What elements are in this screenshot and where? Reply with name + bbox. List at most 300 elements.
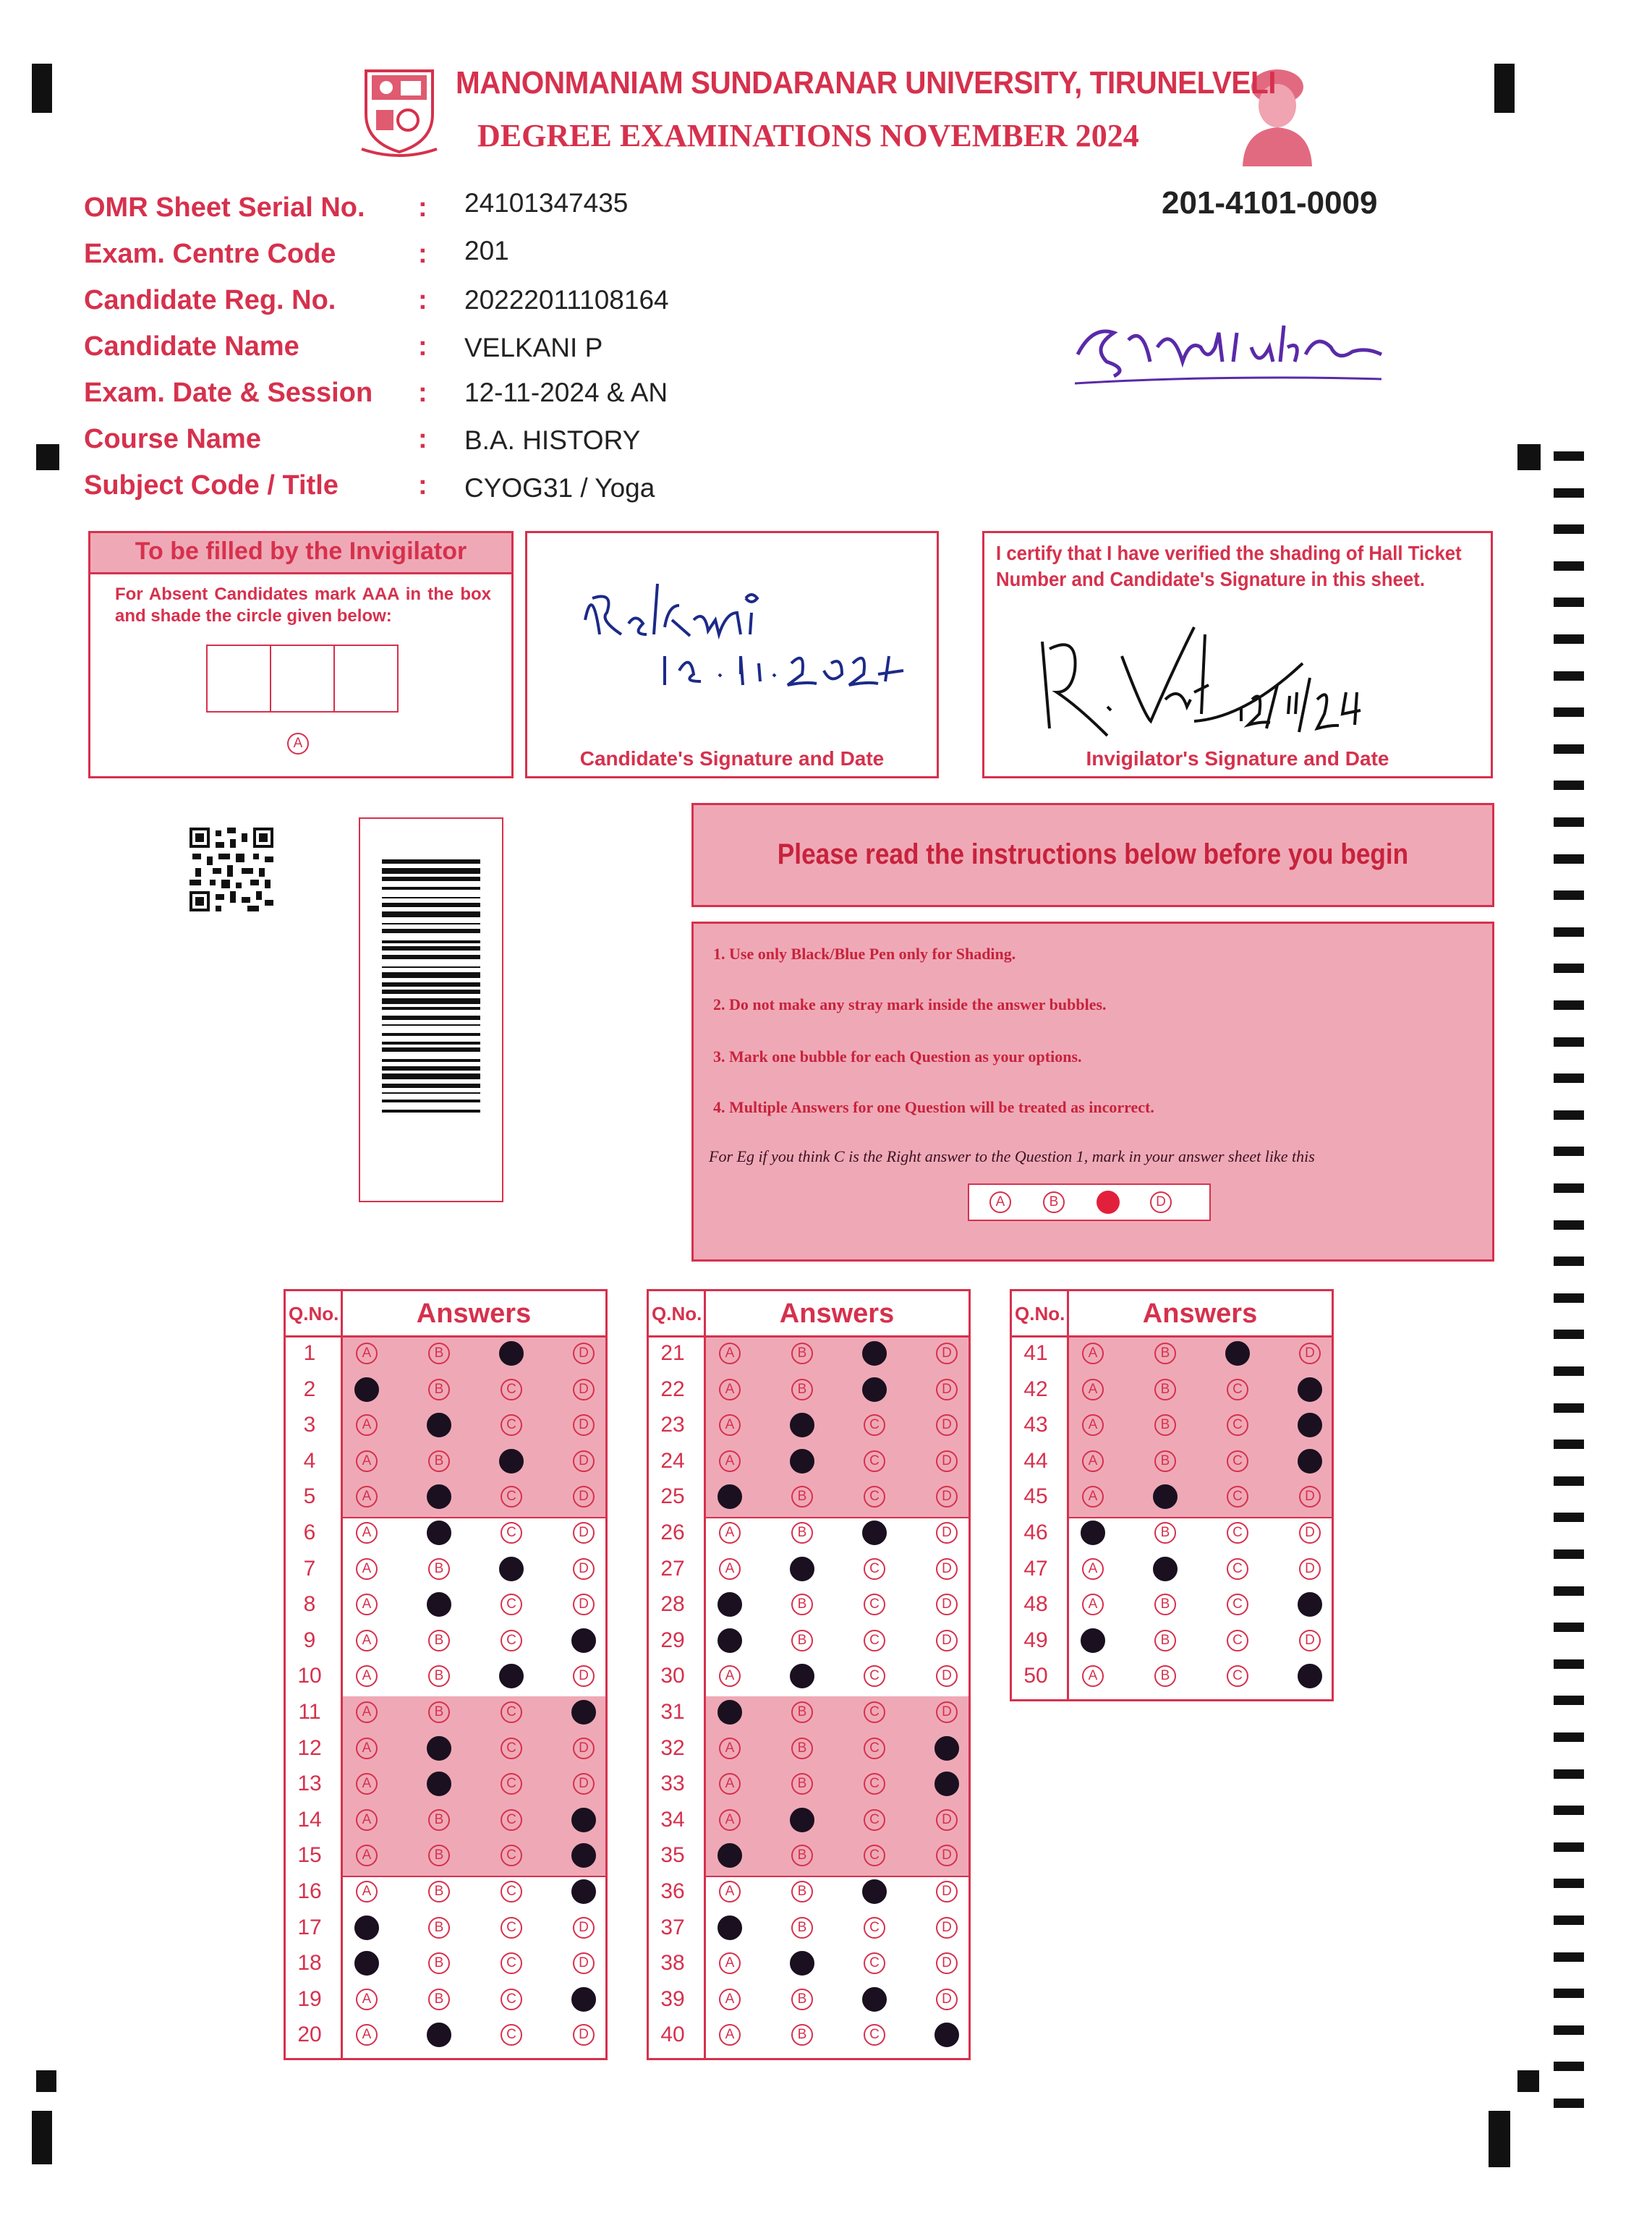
answer-bubble-b[interactable] bbox=[790, 1413, 814, 1437]
timing-mark bbox=[1554, 1293, 1584, 1303]
barcode-bar bbox=[382, 940, 480, 943]
answer-bubble-c[interactable]: C bbox=[501, 1738, 522, 1759]
timing-mark bbox=[1554, 707, 1584, 717]
answer-bubble-c[interactable] bbox=[862, 1341, 887, 1366]
answer-bubble-d[interactable] bbox=[1298, 1377, 1322, 1402]
barcode-bar bbox=[382, 1016, 480, 1020]
answer-bubble-a[interactable]: A bbox=[719, 2024, 741, 2046]
answer-bubble-d[interactable]: D bbox=[573, 1558, 595, 1580]
timing-mark bbox=[1554, 671, 1584, 681]
answer-bubble-a[interactable]: A bbox=[1082, 1594, 1104, 1615]
answer-bubble-b[interactable]: B bbox=[1154, 1414, 1176, 1436]
answer-bubble-c[interactable]: C bbox=[864, 1558, 885, 1580]
answers-header: Answers bbox=[779, 1298, 895, 1329]
answer-bubble-c[interactable] bbox=[499, 1341, 524, 1366]
answer-bubble-b[interactable]: B bbox=[791, 1486, 813, 1508]
answer-bubble-c[interactable]: C bbox=[501, 1952, 522, 1974]
answer-bubble-c[interactable]: C bbox=[501, 1881, 522, 1902]
answer-bubble-b[interactable]: B bbox=[791, 1773, 813, 1795]
timing-mark bbox=[1554, 524, 1584, 534]
answer-bubble-a[interactable]: A bbox=[719, 1738, 741, 1759]
answer-bubble-c[interactable] bbox=[499, 1449, 524, 1474]
question-number: 34 bbox=[660, 1807, 685, 1832]
question-number: 1 bbox=[303, 1341, 316, 1365]
barcode-bar bbox=[382, 955, 480, 959]
answer-bubble-d[interactable]: D bbox=[1299, 1630, 1321, 1651]
answer-bubble-d[interactable]: D bbox=[936, 1558, 958, 1580]
answer-bubble-a[interactable] bbox=[718, 1628, 742, 1653]
registration-mark-right-top bbox=[1517, 444, 1541, 470]
answer-bubble-c[interactable]: C bbox=[501, 1414, 522, 1436]
answer-bubble-d[interactable]: D bbox=[573, 1450, 595, 1472]
answer-bubble-b[interactable] bbox=[790, 1557, 814, 1581]
answer-bubble-b[interactable]: B bbox=[428, 1665, 450, 1687]
answer-bubble-c[interactable]: C bbox=[501, 1594, 522, 1615]
subject-value: CYOG31 / Yoga bbox=[464, 473, 655, 503]
answer-bubble-a[interactable]: A bbox=[356, 1701, 378, 1723]
answer-bubble-c[interactable]: C bbox=[1227, 1522, 1248, 1544]
answer-bubble-d[interactable] bbox=[571, 1628, 596, 1653]
answer-bubble-d[interactable]: D bbox=[573, 1414, 595, 1436]
answer-bubble-c[interactable] bbox=[862, 1879, 887, 1904]
question-number: 17 bbox=[297, 1915, 322, 1939]
answer-bubble-d[interactable]: D bbox=[936, 1379, 958, 1400]
timing-mark bbox=[1554, 1220, 1584, 1230]
answer-bubble-b[interactable]: B bbox=[791, 1738, 813, 1759]
instructions-banner bbox=[691, 803, 1494, 907]
answer-bubble-d[interactable] bbox=[571, 1700, 596, 1725]
instruction-item: 2. Do not make any stray mark inside the answer bubbles. bbox=[713, 995, 1107, 1013]
answer-bubble-b[interactable]: B bbox=[428, 1558, 450, 1580]
answer-bubble-b[interactable]: B bbox=[1154, 1630, 1176, 1651]
answer-bubble-c[interactable]: C bbox=[501, 1917, 522, 1939]
timing-mark bbox=[1554, 854, 1584, 864]
certify-text-line1: I certify that I have verified the shading of Hall Ticket bbox=[996, 542, 1462, 564]
answer-bubble-a[interactable]: A bbox=[356, 1630, 378, 1651]
question-number: 37 bbox=[660, 1915, 685, 1939]
question-number: 35 bbox=[660, 1843, 685, 1868]
answer-bubble-b[interactable]: B bbox=[1154, 1522, 1176, 1544]
answer-bubble-b[interactable]: B bbox=[791, 1917, 813, 1939]
answer-bubble-a[interactable] bbox=[354, 1916, 379, 1940]
answer-bubble-a[interactable]: A bbox=[356, 1773, 378, 1795]
answer-bubble-d[interactable]: D bbox=[573, 1522, 595, 1544]
answer-bubble-c[interactable]: C bbox=[1227, 1665, 1248, 1687]
answer-bubble-b[interactable]: B bbox=[791, 1379, 813, 1400]
answer-bubble-a[interactable]: A bbox=[719, 1450, 741, 1472]
answer-bubble-d[interactable]: D bbox=[936, 1917, 958, 1939]
timing-mark bbox=[1554, 1183, 1584, 1193]
answer-bubble-c[interactable]: C bbox=[864, 1738, 885, 1759]
answer-bubble-d[interactable] bbox=[1298, 1413, 1322, 1437]
timing-mark bbox=[1554, 1037, 1584, 1047]
answer-bubble-a[interactable]: A bbox=[356, 1558, 378, 1580]
answer-bubble-b[interactable]: B bbox=[428, 1809, 450, 1831]
info-label: OMR Sheet Serial No. bbox=[84, 192, 365, 223]
question-number: 40 bbox=[660, 2023, 685, 2047]
info-label: Exam. Centre Code bbox=[84, 239, 336, 269]
barcode-bar bbox=[382, 887, 480, 890]
barcode-bar bbox=[382, 1024, 480, 1026]
info-colon: : bbox=[418, 378, 427, 408]
answer-bubble-c[interactable]: C bbox=[864, 2024, 885, 2046]
barcode-bar bbox=[382, 877, 480, 881]
answer-bubble-b[interactable]: B bbox=[791, 1881, 813, 1902]
answer-bubble-a[interactable]: A bbox=[356, 1486, 378, 1508]
answer-bubble-a[interactable] bbox=[718, 1592, 742, 1617]
question-number: 11 bbox=[298, 1700, 321, 1724]
answer-bubble-c[interactable]: C bbox=[864, 1809, 885, 1831]
info-label: Candidate Reg. No. bbox=[84, 285, 336, 315]
shaded-row-group bbox=[1069, 1338, 1332, 1518]
answer-bubble-c[interactable] bbox=[1225, 1341, 1250, 1366]
timing-mark bbox=[1554, 1806, 1584, 1815]
answer-bubble-b[interactable]: B bbox=[428, 1450, 450, 1472]
answer-bubble-c[interactable]: C bbox=[864, 1952, 885, 1974]
answer-bubble-b[interactable] bbox=[427, 1413, 451, 1437]
qr-code-icon bbox=[190, 828, 273, 911]
instruction-item: 3. Mark one bubble for each Question as your options. bbox=[713, 1047, 1082, 1066]
info-colon: : bbox=[418, 239, 427, 269]
answer-bubble-c[interactable]: C bbox=[501, 1989, 522, 2010]
answer-bubble-d[interactable] bbox=[1298, 1449, 1322, 1474]
barcode-bar bbox=[382, 903, 480, 907]
answer-bubble-b[interactable]: B bbox=[428, 1881, 450, 1902]
answer-bubble-a[interactable]: A bbox=[356, 1665, 378, 1687]
registration-mark-top-right bbox=[1494, 64, 1515, 113]
timing-mark bbox=[1554, 817, 1584, 827]
barcode-bar bbox=[382, 1110, 480, 1113]
answer-bubble-a[interactable]: A bbox=[719, 1558, 741, 1580]
answer-bubble-b[interactable]: B bbox=[1154, 1594, 1176, 1615]
timing-mark bbox=[1554, 634, 1584, 644]
info-label: Candidate Name bbox=[84, 331, 299, 362]
answer-bubble-c[interactable]: C bbox=[864, 1773, 885, 1795]
barcode-bar bbox=[382, 1007, 480, 1010]
answer-bubble-d[interactable] bbox=[934, 1772, 959, 1796]
timing-mark bbox=[1554, 1842, 1584, 1852]
info-colon: : bbox=[418, 470, 427, 501]
answer-bubble-b[interactable] bbox=[790, 1951, 814, 1976]
question-number: 21 bbox=[660, 1341, 685, 1365]
answer-bubble-a[interactable]: A bbox=[719, 1414, 741, 1436]
question-number: 33 bbox=[660, 1772, 685, 1796]
answer-bubble-b[interactable]: B bbox=[791, 2024, 813, 2046]
answer-bubble-a[interactable]: A bbox=[719, 1379, 741, 1400]
answer-bubble-d[interactable]: D bbox=[573, 1773, 595, 1795]
invigilator-box-title: To be filled by the Invigilator bbox=[135, 537, 467, 565]
answer-bubble-b[interactable]: B bbox=[428, 1845, 450, 1866]
omr-serial-value: 24101347435 bbox=[464, 188, 629, 218]
answer-bubble-c[interactable]: C bbox=[501, 1773, 522, 1795]
instruction-example: For Eg if you think C is the Right answer to the Question 1, mark in your answer sheet like this bbox=[709, 1147, 1315, 1165]
timing-mark bbox=[1554, 964, 1584, 973]
answer-bubble-c[interactable] bbox=[862, 1521, 887, 1545]
timing-mark bbox=[1554, 1110, 1584, 1120]
answer-bubble-b[interactable]: B bbox=[1154, 1343, 1176, 1364]
timing-mark bbox=[1554, 1513, 1584, 1522]
answers-header: Answers bbox=[1142, 1298, 1258, 1329]
answer-bubble-d[interactable] bbox=[571, 1879, 596, 1904]
answer-bubble-a[interactable]: A bbox=[719, 1522, 741, 1544]
answer-bubble-a[interactable]: A bbox=[719, 1881, 741, 1902]
answer-bubble-d[interactable]: D bbox=[936, 1665, 958, 1687]
answer-bubble-a[interactable]: A bbox=[356, 1414, 378, 1436]
answer-bubble-a[interactable]: A bbox=[356, 1738, 378, 1759]
answer-bubble-b[interactable] bbox=[1153, 1557, 1178, 1581]
answer-bubble-a[interactable]: A bbox=[356, 1594, 378, 1615]
barcode-bar bbox=[382, 868, 480, 874]
answer-bubble-a[interactable] bbox=[354, 1951, 379, 1976]
answer-bubble-b[interactable] bbox=[427, 1521, 451, 1545]
answer-bubble-a[interactable] bbox=[718, 1916, 742, 1940]
answer-bubble-d[interactable]: D bbox=[1299, 1486, 1321, 1508]
answer-bubble-d[interactable]: D bbox=[573, 1486, 595, 1508]
answer-bubble-c[interactable]: C bbox=[501, 1630, 522, 1651]
answer-bubble-d[interactable]: D bbox=[1299, 1558, 1321, 1580]
question-number: 19 bbox=[297, 1986, 322, 2011]
exam-title: DEGREE EXAMINATIONS NOVEMBER 2024 bbox=[477, 118, 1139, 153]
answer-bubble-a[interactable]: A bbox=[719, 1665, 741, 1687]
answer-bubble-b[interactable]: B bbox=[428, 1952, 450, 1974]
answer-bubble-d[interactable]: D bbox=[936, 1952, 958, 1974]
answer-bubble-d[interactable]: D bbox=[573, 1665, 595, 1687]
answer-bubble-b[interactable]: B bbox=[791, 1845, 813, 1866]
answer-bubble-d[interactable]: D bbox=[936, 1701, 958, 1723]
answer-bubble-b[interactable]: B bbox=[791, 1989, 813, 2010]
answer-bubble-d[interactable]: D bbox=[936, 1486, 958, 1508]
answer-bubble-d[interactable]: D bbox=[573, 1738, 595, 1759]
timing-mark bbox=[1554, 1257, 1584, 1266]
answer-bubble-c[interactable]: C bbox=[1227, 1630, 1248, 1651]
example-bubble: B bbox=[1043, 1191, 1065, 1213]
answer-bubble-d[interactable] bbox=[571, 1808, 596, 1832]
answer-bubble-d[interactable]: D bbox=[936, 1450, 958, 1472]
qno-header: Q.No. bbox=[289, 1303, 339, 1325]
timing-mark bbox=[1554, 781, 1584, 790]
answer-bubble-a[interactable]: A bbox=[356, 1343, 378, 1364]
question-number: 22 bbox=[660, 1377, 685, 1401]
question-number: 18 bbox=[297, 1951, 322, 1976]
answer-bubble-d[interactable]: D bbox=[936, 1845, 958, 1866]
answer-bubble-b[interactable]: B bbox=[791, 1594, 813, 1615]
answer-bubble-a[interactable]: A bbox=[1082, 1665, 1104, 1687]
timing-mark bbox=[1554, 451, 1584, 461]
answer-bubble-d[interactable] bbox=[571, 1987, 596, 2012]
question-number: 16 bbox=[297, 1879, 322, 1903]
candidate-signature-box bbox=[525, 531, 939, 778]
answer-bubble-c[interactable]: C bbox=[864, 1665, 885, 1687]
answer-bubble-c[interactable]: C bbox=[864, 1414, 885, 1436]
centre-code-value: 201 bbox=[464, 236, 509, 265]
answer-bubble-a[interactable] bbox=[354, 1377, 379, 1402]
answer-bubble-b[interactable]: B bbox=[791, 1630, 813, 1651]
answer-bubble-a[interactable]: A bbox=[356, 1989, 378, 2010]
barcode-bar bbox=[382, 946, 480, 951]
registration-mark-mid-left bbox=[36, 444, 59, 470]
answer-bubble-d[interactable]: D bbox=[936, 1594, 958, 1615]
answer-bubble-d[interactable]: D bbox=[936, 1809, 958, 1831]
answer-bubble-a[interactable]: A bbox=[1082, 1379, 1104, 1400]
barcode-bar bbox=[382, 1100, 480, 1102]
answer-bubble-d[interactable]: D bbox=[573, 2024, 595, 2046]
answer-bubble-a[interactable]: A bbox=[356, 1450, 378, 1472]
answer-bubble-a[interactable]: A bbox=[1082, 1414, 1104, 1436]
answer-bubble-d[interactable]: D bbox=[936, 1881, 958, 1902]
answer-bubble-c[interactable]: C bbox=[501, 1379, 522, 1400]
answer-bubble-c[interactable]: C bbox=[501, 1701, 522, 1723]
answer-bubble-b[interactable]: B bbox=[428, 1343, 450, 1364]
question-number: 12 bbox=[297, 1735, 322, 1760]
question-number: 24 bbox=[660, 1448, 685, 1473]
answer-bubble-d[interactable]: D bbox=[936, 1630, 958, 1651]
answer-bubble-a[interactable] bbox=[718, 1700, 742, 1725]
answer-bubble-c[interactable] bbox=[499, 1557, 524, 1581]
barcode-bar bbox=[382, 982, 480, 987]
answer-bubble-a[interactable]: A bbox=[719, 1343, 741, 1364]
answer-bubble-d[interactable]: D bbox=[573, 1594, 595, 1615]
answer-bubble-c[interactable]: C bbox=[501, 1845, 522, 1866]
qno-header: Q.No. bbox=[1015, 1303, 1065, 1325]
answer-bubble-b[interactable]: B bbox=[428, 1379, 450, 1400]
answer-bubble-d[interactable] bbox=[934, 1736, 959, 1761]
example-bubble bbox=[1097, 1191, 1120, 1214]
answer-bubble-c[interactable]: C bbox=[501, 1522, 522, 1544]
answer-bubble-b[interactable] bbox=[790, 1808, 814, 1832]
answer-bubble-a[interactable]: A bbox=[719, 1989, 741, 2010]
answer-bubble-c[interactable]: C bbox=[864, 1845, 885, 1866]
answer-bubble-b[interactable]: B bbox=[1154, 1450, 1176, 1472]
answer-bubble-b[interactable]: B bbox=[428, 1989, 450, 2010]
instructions-banner-text: Please read the instructions below before you begin bbox=[777, 838, 1409, 870]
answer-bubble-a[interactable]: A bbox=[719, 1809, 741, 1831]
answer-bubble-d[interactable]: D bbox=[573, 1917, 595, 1939]
answer-bubble-d[interactable]: D bbox=[936, 1343, 958, 1364]
answer-bubble-d[interactable]: D bbox=[936, 1522, 958, 1544]
answer-bubble-c[interactable] bbox=[862, 1987, 887, 2012]
answer-bubble-b[interactable] bbox=[427, 1592, 451, 1617]
answer-bubble-b[interactable]: B bbox=[1154, 1665, 1176, 1687]
question-number: 50 bbox=[1023, 1664, 1048, 1688]
registration-mark-right-bottom bbox=[1517, 2070, 1539, 2092]
answer-bubble-b[interactable]: B bbox=[1154, 1379, 1176, 1400]
answer-bubble-b[interactable]: B bbox=[791, 1343, 813, 1364]
answer-bubble-b[interactable]: B bbox=[428, 1917, 450, 1939]
answer-bubble-d[interactable] bbox=[1298, 1592, 1322, 1617]
question-number: 43 bbox=[1023, 1413, 1048, 1437]
answer-bubble-a[interactable]: A bbox=[1082, 1558, 1104, 1580]
answer-bubble-b[interactable] bbox=[427, 1736, 451, 1761]
answer-bubble-d[interactable]: D bbox=[936, 1989, 958, 2010]
answer-bubble-c[interactable]: C bbox=[1227, 1379, 1248, 1400]
timing-mark bbox=[1554, 890, 1584, 900]
answer-bubble-a[interactable] bbox=[1081, 1521, 1105, 1545]
answer-bubble-c[interactable]: C bbox=[864, 1450, 885, 1472]
certify-text-line2: Number and Candidate's Signature in this sheet. bbox=[996, 568, 1425, 590]
timing-mark bbox=[1554, 1330, 1584, 1339]
timing-mark bbox=[1554, 1952, 1584, 1962]
answer-bubble-a[interactable]: A bbox=[719, 1952, 741, 1974]
question-number: 29 bbox=[660, 1628, 685, 1652]
answer-bubble-c[interactable]: C bbox=[1227, 1594, 1248, 1615]
question-number: 9 bbox=[303, 1628, 316, 1652]
answer-bubble-b[interactable] bbox=[790, 1449, 814, 1474]
answer-bubble-d[interactable]: D bbox=[573, 1379, 595, 1400]
answer-bubble-d[interactable]: D bbox=[1299, 1343, 1321, 1364]
answer-bubble-c[interactable]: C bbox=[864, 1701, 885, 1723]
question-number: 23 bbox=[660, 1413, 685, 1437]
question-number: 14 bbox=[297, 1807, 322, 1832]
answer-bubble-d[interactable]: D bbox=[573, 1952, 595, 1974]
answer-bubble-a[interactable]: A bbox=[356, 1809, 378, 1831]
answer-bubble-c[interactable]: C bbox=[501, 1809, 522, 1831]
answer-bubble-b[interactable]: B bbox=[791, 1522, 813, 1544]
answer-bubble-c[interactable]: C bbox=[1227, 1558, 1248, 1580]
barcode bbox=[382, 859, 480, 1163]
question-number: 25 bbox=[660, 1484, 685, 1509]
timing-mark bbox=[1554, 1732, 1584, 1742]
answer-bubble-a[interactable]: A bbox=[1082, 1343, 1104, 1364]
timing-mark bbox=[1554, 1659, 1584, 1669]
registration-mark-top-left bbox=[32, 64, 52, 113]
barcode-bar bbox=[382, 998, 480, 1004]
answer-bubble-c[interactable]: C bbox=[864, 1917, 885, 1939]
question-number: 30 bbox=[660, 1664, 685, 1688]
answer-bubble-a[interactable]: A bbox=[356, 2024, 378, 2046]
question-number: 47 bbox=[1023, 1556, 1048, 1581]
timing-mark bbox=[1554, 1769, 1584, 1779]
answer-bubble-c[interactable]: C bbox=[501, 2024, 522, 2046]
answer-bubble-a[interactable] bbox=[1081, 1628, 1105, 1653]
info-colon: : bbox=[418, 331, 427, 362]
absent-bubble[interactable]: A bbox=[287, 733, 309, 754]
info-label: Course Name bbox=[84, 424, 261, 454]
answer-bubble-c[interactable] bbox=[862, 1377, 887, 1402]
answer-bubble-c[interactable]: C bbox=[864, 1486, 885, 1508]
timing-mark bbox=[1554, 561, 1584, 571]
question-number: 6 bbox=[303, 1521, 316, 1544]
answer-bubble-d[interactable]: D bbox=[573, 1343, 595, 1364]
info-label: Exam. Date & Session bbox=[84, 378, 373, 408]
answer-bubble-a[interactable]: A bbox=[356, 1845, 378, 1866]
answer-bubble-c[interactable]: C bbox=[501, 1486, 522, 1508]
timing-mark bbox=[1554, 1586, 1584, 1596]
barcode-bar bbox=[382, 966, 480, 968]
answer-bubble-a[interactable]: A bbox=[1082, 1450, 1104, 1472]
answer-bubble-c[interactable]: C bbox=[864, 1630, 885, 1651]
answer-bubble-a[interactable]: A bbox=[356, 1522, 378, 1544]
answer-bubble-d[interactable]: D bbox=[936, 1414, 958, 1436]
certify-box bbox=[982, 531, 1493, 778]
timing-mark bbox=[1554, 2025, 1584, 2035]
exam-date-value: 12-11-2024 & AN bbox=[464, 378, 668, 407]
registration-mark-bottom-left bbox=[32, 2111, 52, 2164]
answer-bubble-c[interactable]: C bbox=[1227, 1414, 1248, 1436]
answer-bubble-c[interactable]: C bbox=[1227, 1450, 1248, 1472]
answer-bubble-c[interactable]: C bbox=[864, 1594, 885, 1615]
answer-bubble-a[interactable]: A bbox=[1082, 1486, 1104, 1508]
answer-bubble-b[interactable] bbox=[427, 1772, 451, 1796]
answer-bubble-b[interactable]: B bbox=[791, 1701, 813, 1723]
answer-bubble-c[interactable]: C bbox=[1227, 1486, 1248, 1508]
answer-bubble-b[interactable]: B bbox=[428, 1701, 450, 1723]
answer-bubble-a[interactable]: A bbox=[719, 1773, 741, 1795]
aaa-input-box[interactable] bbox=[206, 645, 399, 713]
answer-bubble-b[interactable]: B bbox=[428, 1630, 450, 1651]
answers-header: Answers bbox=[416, 1298, 532, 1329]
answer-bubble-a[interactable]: A bbox=[356, 1881, 378, 1902]
answer-bubble-d[interactable]: D bbox=[1299, 1522, 1321, 1544]
